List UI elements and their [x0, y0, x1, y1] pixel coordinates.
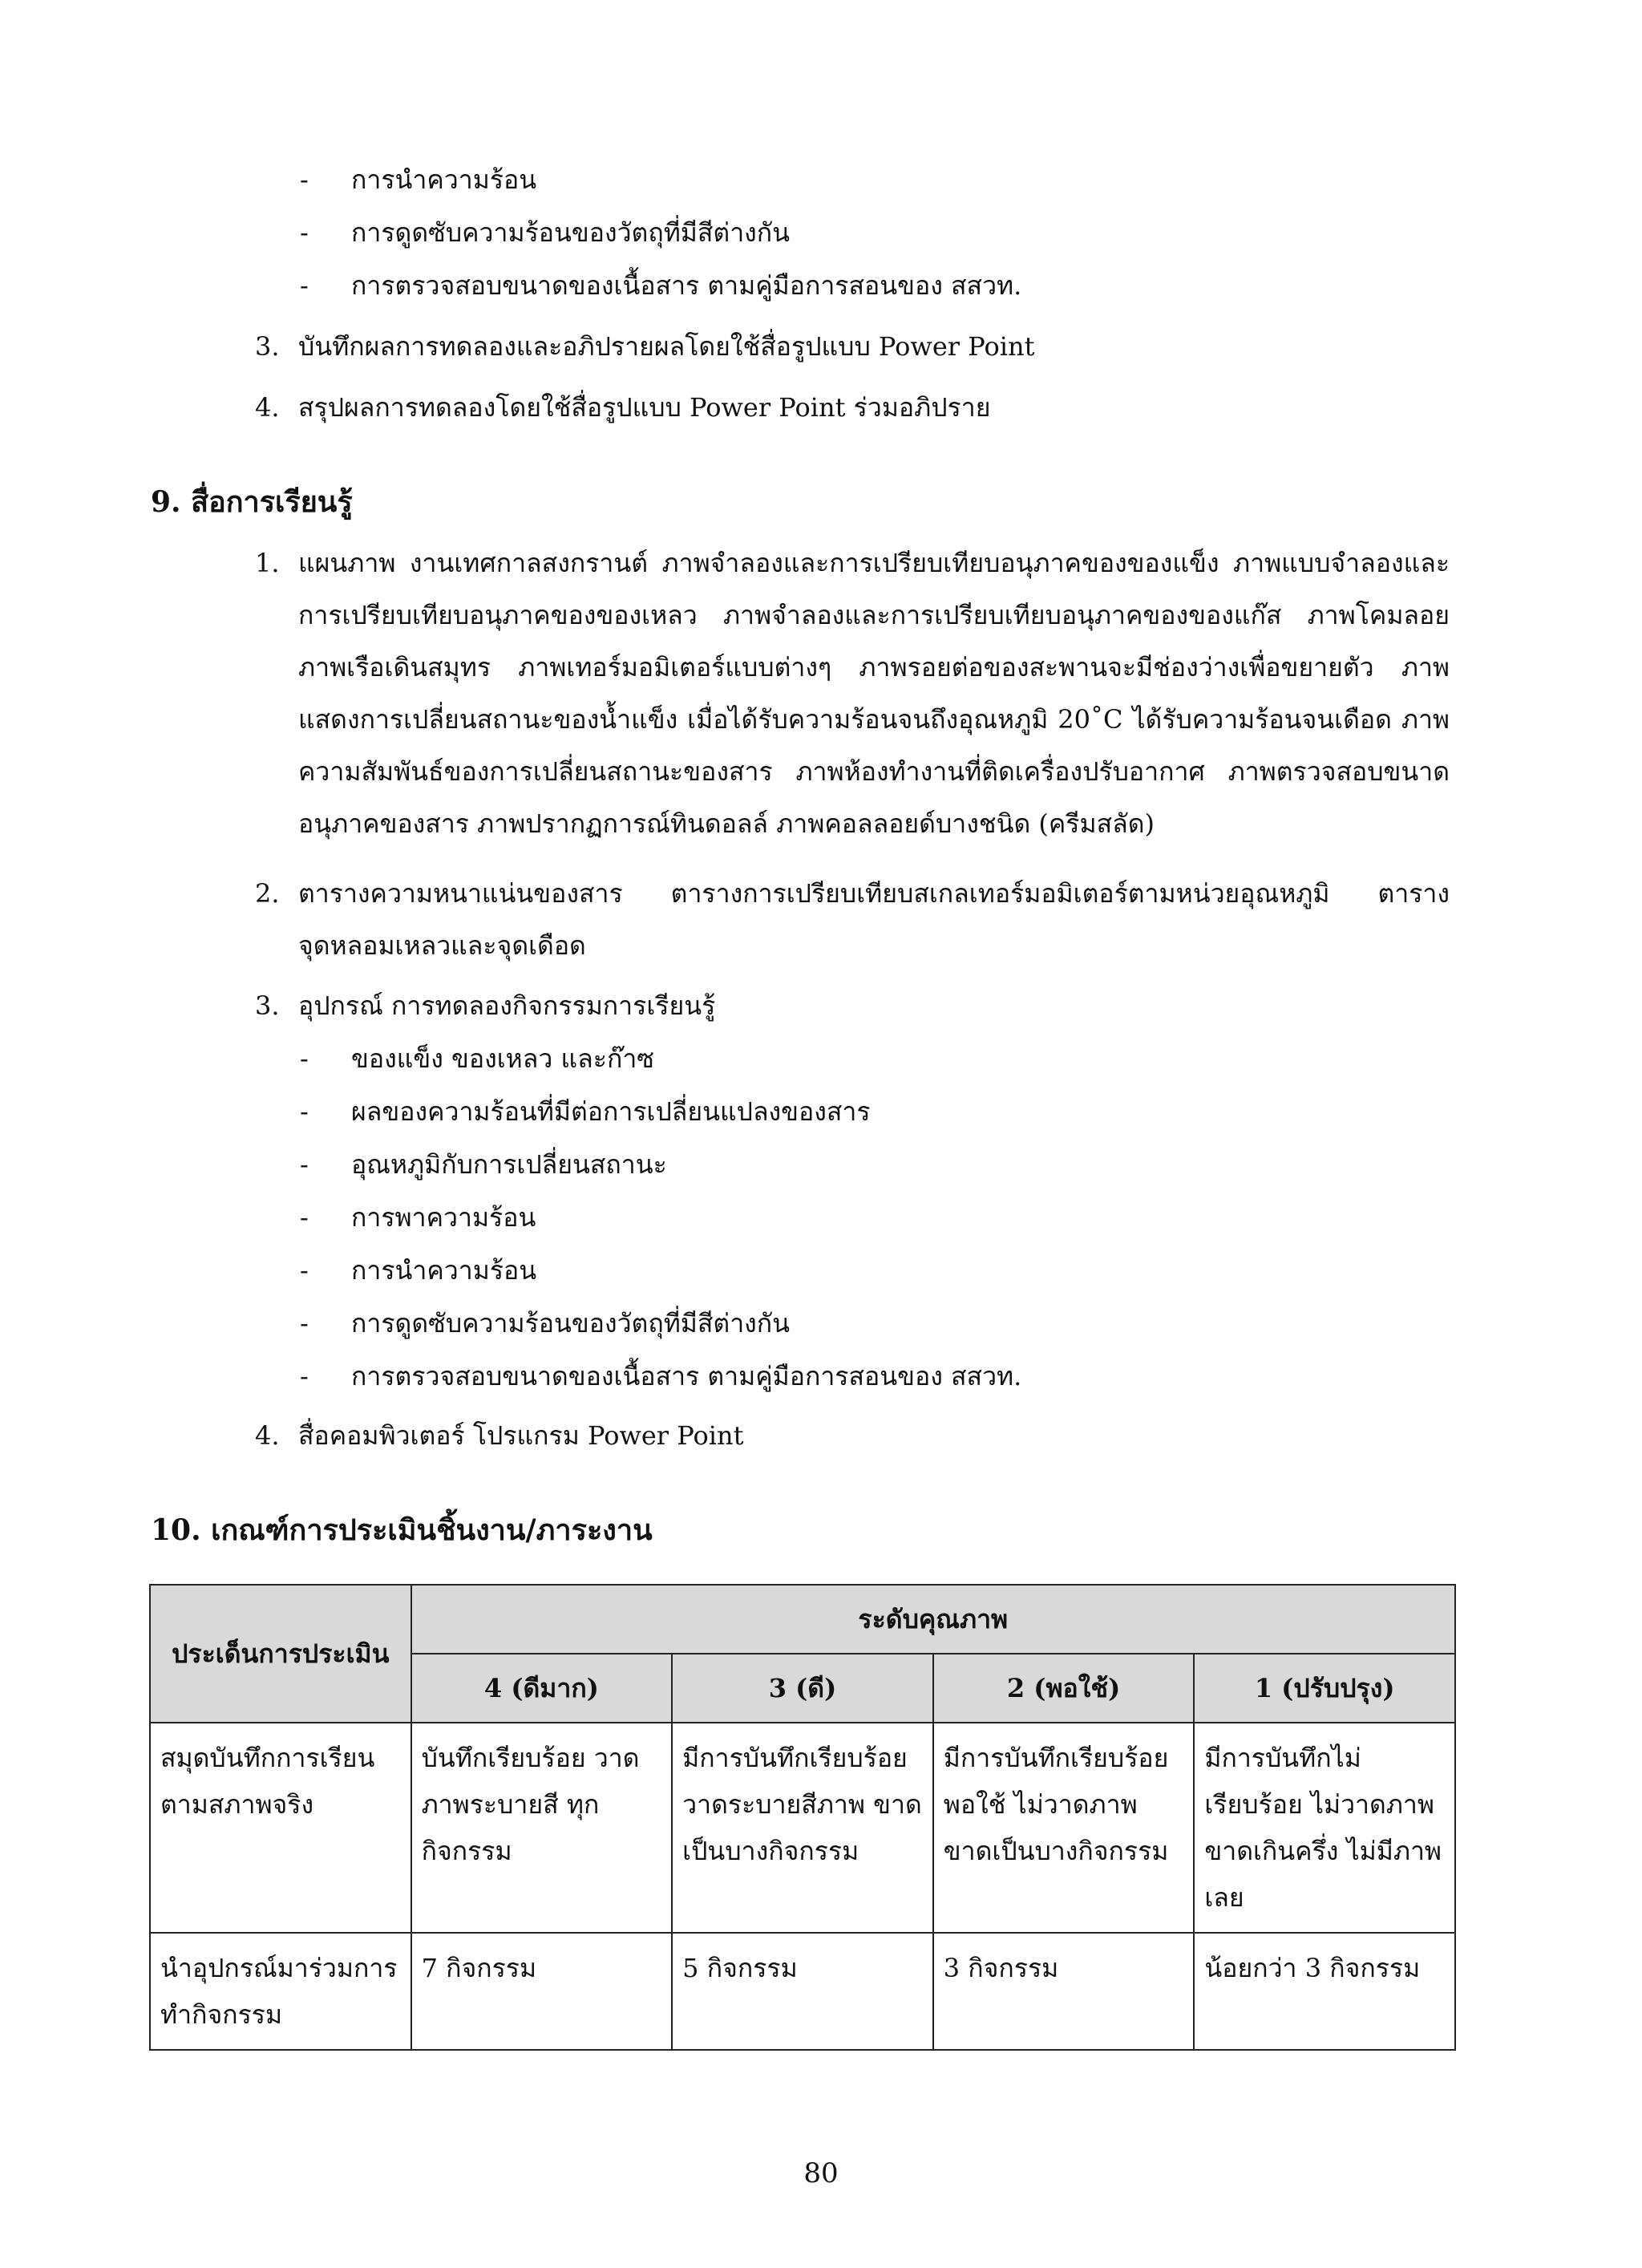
rubric-table	[149, 1584, 1456, 2051]
rubric-cell: น้อยกว่า 3 กิจกรรม	[1194, 1933, 1455, 2050]
bullet-dash: -	[300, 164, 309, 195]
bullet-text: การดูดซับความร้อนของวัตถุที่มีสีต่างกัน	[351, 1308, 791, 1339]
item-text: บันทึกผลการทดลองและอภิปรายผลโดยใช้สื่อรูปแบบ Power Point	[298, 331, 1035, 362]
item-number: 1.	[255, 548, 280, 578]
page-number: 80	[803, 2157, 839, 2189]
rubric-cell: บันทึกเรียบร้อย วาดภาพระบายสี ทุกกิจกรรม	[411, 1723, 673, 1933]
table-row	[150, 1723, 1455, 1933]
bullet-dash: -	[300, 1096, 309, 1127]
bullet-dash: -	[300, 270, 309, 301]
rubric-cell: 3 กิจกรรม	[933, 1933, 1195, 2050]
quality-header: ระดับคุณภาพ	[411, 1585, 1455, 1654]
bullet-dash: -	[300, 1043, 309, 1074]
level-header: 2 (พอใช้)	[933, 1654, 1195, 1723]
section-heading-9: 9. สื่อการเรียนรู้	[151, 485, 353, 519]
bullet-text: การนำความร้อน	[351, 1255, 537, 1286]
media-item-2: ตารางความหนาแน่นของสาร ตารางการเปรียบเทียบสเกลเทอร์มอมิเตอร์ตามหน่วยอุณหภูมิ ตารางจุดหลอมเหลวและจุดเดือด	[298, 878, 1450, 961]
bullet-text: การตรวจสอบขนาดของเนื้อสาร ตามคู่มือการสอนของ สสวท.	[351, 270, 1022, 301]
bullet-text: การพาความร้อน	[351, 1202, 536, 1233]
item-number: 3.	[255, 990, 280, 1021]
item-number: 3.	[255, 331, 280, 362]
bullet-dash: -	[300, 1361, 309, 1391]
bullet-text: การนำความร้อน	[351, 164, 537, 195]
criteria-header: ประเด็นการประเมิน	[150, 1585, 411, 1723]
rubric-cell: 7 กิจกรรม	[411, 1933, 673, 2050]
level-header: 4 (ดีมาก)	[411, 1654, 673, 1723]
item-number: 4.	[255, 1420, 280, 1451]
bullet-dash: -	[300, 1308, 309, 1339]
media-item-1: แผนภาพ งานเทศกาลสงกรานต์ ภาพจำลองและการเปรียบเทียบอนุภาคของของแข็ง ภาพแบบจำลองและการเปรียบเทียบอนุภาคของของเหลว ภาพจำลองและการเปรียบเทียบอนุภาคของของแก๊ส ภาพโคมลอย ภาพเรือเดินสมุทร ภาพเทอร์มอมิเตอร์แบบต่างๆ ภาพรอยต่อของสะพานจะมีช่องว่างเพื่อขยายตัว ภาพแสดงการเปลี่ยนสถานะของน้ำแข็ง เมื่อได้รับความร้อนจนถึงอุณหภูมิ 20˚C ได้รับความร้อนจนเดือด ภาพความสัมพันธ์ของการเปลี่ยนสถานะของสาร ภาพห้องทำงานที่ติดเครื่องปรับอากาศ ภาพตรวจสอบขนาดอนุภาคของสาร ภาพปรากฏการณ์ทินดอลล์ ภาพคอลลอยด์บางชนิด (ครีมสลัด)	[298, 548, 1450, 839]
item-text: สรุปผลการทดลองโดยใช้สื่อรูปแบบ Power Point ร่วมอภิปราย	[298, 392, 991, 423]
item-number: 2.	[255, 878, 280, 909]
bullet-dash: -	[300, 217, 309, 248]
level-header: 1 (ปรับปรุง)	[1194, 1654, 1455, 1723]
item-number: 4.	[255, 392, 280, 423]
bullet-text: การตรวจสอบขนาดของเนื้อสาร ตามคู่มือการสอนของ สสวท.	[351, 1361, 1022, 1391]
criterion-cell: นำอุปกรณ์มาร่วมการทำกิจกรรม	[150, 1933, 411, 2050]
bullet-text: ผลของความร้อนที่มีต่อการเปลี่ยนแปลงของสาร	[351, 1096, 871, 1127]
bullet-text: ของแข็ง ของเหลว และก๊าซ	[351, 1043, 654, 1074]
bullet-text: การดูดซับความร้อนของวัตถุที่มีสีต่างกัน	[351, 217, 791, 248]
bullet-dash: -	[300, 1255, 309, 1286]
rubric-cell: มีการบันทึกไม่เรียบร้อย ไม่วาดภาพ ขาดเกินครึ่ง ไม่มีภาพเลย	[1194, 1723, 1455, 1933]
bullet-text: อุณหภูมิกับการเปลี่ยนสถานะ	[351, 1149, 667, 1180]
media-item-4: สื่อคอมพิวเตอร์ โปรแกรม Power Point	[298, 1420, 744, 1451]
rubric-cell: มีการบันทึกเรียบร้อย พอใช้ ไม่วาดภาพ ขาดเป็นบางกิจกรรม	[933, 1723, 1195, 1933]
criterion-cell: สมุดบันทึกการเรียนตามสภาพจริง	[150, 1723, 411, 1933]
level-header: 3 (ดี)	[672, 1654, 933, 1723]
bullet-dash: -	[300, 1202, 309, 1233]
section-heading-10: 10. เกณฑ์การประเมินชิ้นงาน/ภาระงาน	[151, 1513, 653, 1547]
table-row	[150, 1933, 1455, 2050]
bullet-dash: -	[300, 1149, 309, 1180]
rubric-cell: มีการบันทึกเรียบร้อย วาดระบายสีภาพ ขาดเป็นบางกิจกรรม	[672, 1723, 933, 1933]
media-item-3: อุปกรณ์ การทดลองกิจกรรมการเรียนรู้	[298, 990, 716, 1021]
rubric-cell: 5 กิจกรรม	[672, 1933, 933, 2050]
